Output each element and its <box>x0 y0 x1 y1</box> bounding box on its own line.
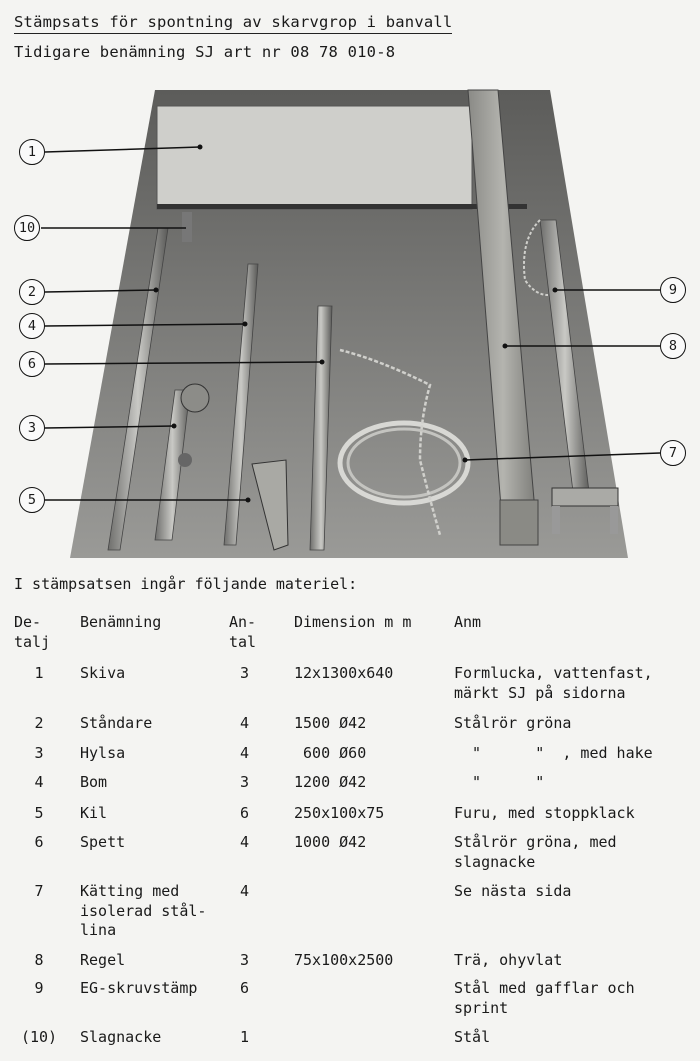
callout-10: 10 <box>14 215 40 241</box>
header-detalj: De- talj <box>14 613 51 651</box>
callout-4: 4 <box>19 313 45 339</box>
callout-9: 9 <box>660 277 686 303</box>
striker-item-10 <box>182 212 192 242</box>
callout-3: 3 <box>19 415 45 441</box>
board-item-1 <box>157 106 472 209</box>
callout-1: 1 <box>19 139 45 165</box>
callout-8: 8 <box>660 333 686 359</box>
intro-text: I stämpsatsen ingår följande materiel: <box>14 575 358 593</box>
callout-5: 5 <box>19 487 45 513</box>
equipment-photo <box>0 80 700 570</box>
header-dimension: Dimension m m <box>294 613 412 631</box>
header-antal: An- tal <box>229 613 257 651</box>
callout-6: 6 <box>19 351 45 377</box>
header-benamning: Benämning <box>80 613 162 631</box>
document-title: Stämpsats för spontning av skarvgrop i banvall <box>14 12 452 34</box>
callout-7: 7 <box>660 440 686 466</box>
document-subtitle: Tidigare benämning SJ art nr 08 78 010-8 <box>14 43 396 61</box>
callout-2: 2 <box>19 279 45 305</box>
header-anm: Anm <box>454 613 482 631</box>
